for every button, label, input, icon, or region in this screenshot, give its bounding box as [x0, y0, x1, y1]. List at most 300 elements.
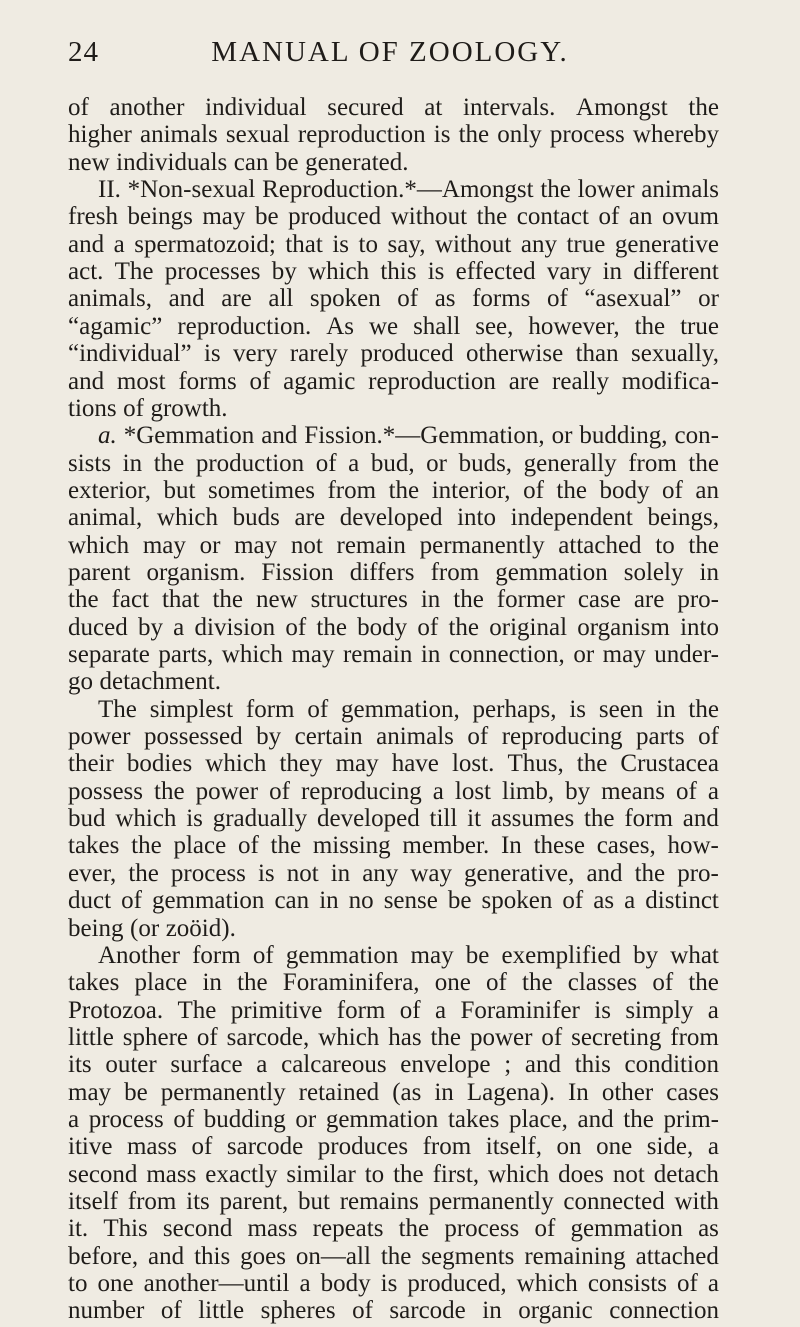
word: In: [567, 1078, 589, 1106]
word: which: [156, 504, 219, 532]
word: the: [476, 203, 508, 231]
word: case: [577, 586, 621, 614]
page-number: 24: [68, 36, 99, 68]
word: consists: [587, 1270, 667, 1298]
word: may: [68, 1078, 112, 1106]
word: to: [364, 1160, 385, 1188]
word: Fission.*—Gemmation,: [304, 422, 545, 450]
word: have: [391, 750, 439, 778]
word: possessed: [143, 723, 243, 751]
word: from: [127, 1188, 177, 1215]
word: reproducing: [501, 723, 623, 751]
word: buds,: [458, 449, 513, 477]
word: than: [575, 340, 619, 368]
word: budding,: [579, 422, 668, 450]
word: (as: [392, 1078, 422, 1106]
word: may: [410, 941, 454, 969]
word: pro-: [677, 586, 719, 614]
word: individuals: [116, 148, 228, 176]
word: by: [565, 777, 591, 805]
word: being: [68, 914, 124, 942]
word: generally: [523, 449, 617, 477]
word: form: [245, 695, 295, 723]
word: a: [707, 1133, 719, 1161]
word: the: [212, 586, 244, 614]
word: secured: [327, 94, 404, 121]
word: of: [352, 1297, 373, 1325]
word: rarely: [289, 340, 349, 368]
word: the: [68, 586, 99, 614]
word: a: [707, 1270, 719, 1298]
word: a: [68, 1105, 80, 1133]
word: but: [163, 476, 196, 504]
word: missing: [312, 832, 391, 860]
word: from: [628, 449, 677, 477]
word: reproduction: [368, 367, 496, 395]
word: place: [173, 832, 227, 860]
word: a: [256, 1051, 268, 1079]
word: takes: [447, 1105, 500, 1133]
word: may: [142, 531, 186, 559]
word: sense: [383, 887, 438, 915]
word: surface: [170, 1051, 243, 1079]
word: means: [601, 777, 666, 805]
word: permanently: [428, 1188, 554, 1215]
word: the: [393, 1160, 424, 1188]
word: one: [596, 1133, 633, 1161]
word: by: [271, 258, 297, 286]
word: condition: [624, 1051, 719, 1079]
word: but: [298, 1188, 330, 1215]
word: of: [173, 1105, 195, 1133]
word: can: [274, 887, 310, 915]
word: second: [162, 1215, 233, 1243]
word: body: [599, 476, 650, 504]
word: form: [336, 996, 386, 1024]
word: of: [269, 777, 290, 805]
word: exactly: [205, 1160, 278, 1188]
word: one: [434, 969, 471, 997]
word: does: [558, 1160, 604, 1188]
word: Fission: [261, 558, 334, 586]
word: its: [186, 1188, 210, 1215]
word: bodies: [126, 750, 193, 778]
word: produced: [288, 203, 382, 231]
word: any: [362, 859, 399, 887]
word: the: [688, 969, 719, 997]
word: parts: [636, 723, 685, 751]
word: spheres: [260, 1297, 336, 1325]
word: separate: [68, 641, 150, 668]
word: which: [318, 1023, 380, 1051]
word: animals: [376, 723, 454, 751]
word: bud,: [370, 449, 415, 477]
word: it: [467, 805, 482, 833]
word: is: [569, 695, 587, 723]
word: another—until: [143, 1270, 290, 1298]
word: produced,: [407, 1270, 507, 1298]
word: perhaps,: [472, 695, 557, 723]
word: in: [420, 641, 441, 668]
word: not: [290, 531, 323, 559]
word: first,: [432, 1160, 480, 1188]
word: by: [137, 613, 163, 641]
word: Lagena).: [466, 1078, 555, 1106]
word: is: [332, 230, 350, 258]
word: on: [556, 1133, 582, 1161]
word: and: [261, 422, 298, 450]
word: place,: [508, 1105, 568, 1133]
word: calcareous: [281, 1051, 387, 1079]
word: reproducing: [300, 777, 422, 805]
word: Amongst: [576, 94, 668, 121]
word: and: [68, 230, 105, 258]
word: solely: [623, 558, 684, 586]
word: before,: [68, 1242, 139, 1270]
word: in: [602, 258, 623, 286]
word: bud: [68, 805, 106, 833]
word: under-: [654, 641, 719, 668]
word: connected: [563, 1188, 665, 1215]
word: all: [268, 285, 294, 313]
word: attached: [558, 531, 642, 559]
word: otherwise: [465, 340, 564, 368]
word: effected: [455, 258, 536, 286]
word: of: [486, 969, 507, 997]
word: the: [522, 969, 553, 997]
word: from: [670, 1023, 719, 1051]
word: into: [457, 504, 496, 532]
word: a: [348, 449, 360, 477]
word: as: [593, 887, 615, 915]
word: which: [115, 805, 177, 833]
word: act.: [68, 258, 104, 286]
word: are: [633, 586, 665, 614]
word: the: [540, 176, 571, 204]
word: new: [256, 586, 298, 614]
word: generative,: [464, 859, 575, 887]
word: in: [482, 1297, 502, 1325]
word: it.: [68, 1215, 89, 1243]
word: of: [237, 832, 259, 860]
word: Protozoa.: [68, 996, 164, 1024]
word: vary: [546, 258, 592, 286]
word: is: [186, 805, 203, 833]
word: the: [131, 832, 162, 860]
word: reproduction: [297, 121, 426, 149]
word: a: [432, 777, 444, 805]
word: or: [573, 641, 595, 668]
word: mass: [247, 1215, 298, 1243]
word: that: [161, 586, 200, 614]
word: of: [191, 1133, 213, 1161]
word: envelope: [400, 1051, 491, 1079]
word: secreting: [571, 1023, 662, 1051]
word: Thus,: [507, 750, 564, 778]
word: This: [103, 1215, 148, 1243]
word: an: [695, 476, 719, 504]
italic-text: a.: [98, 422, 117, 450]
word: agamic: [283, 367, 356, 395]
word: which: [205, 750, 267, 778]
word: other: [601, 1078, 654, 1106]
word: whereby: [632, 121, 719, 149]
word: see,: [475, 312, 514, 340]
word: certain: [294, 723, 363, 751]
word: or: [698, 285, 719, 313]
word: this: [574, 1051, 611, 1079]
word: prim-: [663, 1105, 719, 1133]
word: animals: [140, 121, 218, 149]
word: gemmation: [325, 1105, 439, 1133]
word: permanently: [419, 531, 545, 559]
word: which: [308, 258, 370, 286]
word: The: [98, 695, 137, 723]
word: till: [429, 805, 458, 833]
word: pro-: [677, 859, 719, 887]
word: a: [707, 777, 719, 805]
word: of: [652, 969, 674, 997]
word: intervals.: [463, 94, 556, 121]
word: The: [114, 258, 154, 286]
word: from: [430, 558, 480, 586]
word: this: [380, 258, 417, 286]
word: organic: [518, 1297, 593, 1325]
word: and: [68, 367, 105, 395]
word: simplest: [149, 695, 234, 723]
word: without: [390, 203, 468, 231]
word: this: [194, 1242, 231, 1270]
word: of: [534, 1215, 556, 1243]
word: in: [122, 449, 143, 477]
word: ovum: [662, 203, 719, 231]
word: and: [586, 859, 623, 887]
word: “agamic”: [68, 312, 163, 340]
word: individual: [205, 94, 307, 121]
word: a: [299, 1270, 311, 1298]
word: be: [447, 887, 472, 915]
word: similar: [286, 1160, 356, 1188]
word: go: [68, 668, 93, 696]
word: from: [422, 1133, 472, 1161]
word: no: [348, 887, 374, 915]
word: one: [97, 1270, 134, 1298]
word: segments: [421, 1242, 515, 1270]
word: “asexual”: [584, 285, 682, 313]
word: buds: [232, 504, 280, 532]
word: form: [192, 941, 241, 969]
word: is: [257, 859, 275, 887]
word: any: [520, 230, 557, 258]
word: of: [467, 723, 489, 751]
word: the: [634, 312, 666, 340]
word: on—all: [295, 1242, 371, 1270]
word: be: [465, 941, 490, 969]
word: spermatozoid;: [134, 230, 276, 258]
word: not: [612, 1160, 645, 1188]
word: the: [237, 969, 268, 997]
word: retained: [298, 1078, 380, 1106]
word: of: [123, 394, 144, 422]
word: detachment.: [99, 668, 221, 696]
word: is: [594, 996, 611, 1024]
word: of: [196, 1023, 218, 1051]
word: takes: [68, 969, 120, 997]
word: of: [598, 203, 620, 231]
word: animal,: [68, 504, 143, 532]
word: the: [448, 613, 480, 641]
word: the: [623, 1105, 654, 1133]
word: animals: [641, 176, 719, 204]
word: assumes: [490, 805, 575, 833]
word: the: [388, 476, 420, 504]
word: by: [633, 941, 659, 969]
word: they: [279, 750, 323, 778]
word: lower: [577, 176, 635, 204]
word: parts,: [158, 641, 214, 668]
word: little: [198, 1297, 245, 1325]
word: animals,: [68, 285, 153, 313]
word: itself,: [485, 1133, 542, 1161]
word: is: [427, 258, 445, 286]
word: to: [68, 1270, 88, 1298]
word: exterior,: [68, 476, 151, 504]
word: new: [68, 148, 110, 176]
word: seen: [598, 695, 644, 723]
word: a: [434, 996, 447, 1024]
word: the: [556, 476, 587, 504]
word: what: [670, 941, 719, 969]
word: connection,: [448, 641, 565, 668]
word: how-: [667, 832, 719, 860]
word: of: [562, 887, 584, 915]
word: possess: [68, 777, 144, 805]
word: the: [453, 586, 484, 614]
word: body: [357, 613, 408, 641]
word: connection: [609, 1297, 719, 1325]
word: simply: [625, 996, 694, 1024]
word: reproduction.: [177, 312, 312, 340]
word: beings: [127, 203, 193, 231]
word: spoken: [309, 285, 381, 313]
word: may: [602, 641, 646, 668]
word: form: [624, 805, 673, 833]
word: only: [497, 121, 542, 149]
word: the: [430, 1023, 462, 1051]
word: generated.: [305, 148, 409, 176]
word: the: [634, 859, 666, 887]
word: or: [551, 422, 573, 450]
word: Crustacea: [620, 750, 719, 778]
word: of: [285, 613, 307, 641]
word: and: [168, 285, 205, 313]
word: a: [113, 230, 125, 258]
word: without: [434, 230, 512, 258]
word: at: [424, 94, 443, 121]
word: itive: [68, 1133, 113, 1161]
word: the: [583, 805, 615, 833]
word: true: [566, 230, 606, 258]
word: remains: [339, 1188, 419, 1215]
word: not: [286, 859, 319, 887]
word: the: [398, 1215, 430, 1243]
word: of: [541, 1023, 563, 1051]
word: most: [116, 367, 166, 395]
word: gemmation: [151, 887, 265, 915]
word: developed: [339, 504, 443, 532]
word: of: [399, 996, 421, 1024]
word: goes: [240, 1242, 286, 1270]
word: true: [680, 312, 719, 340]
word: permanently: [160, 1078, 286, 1106]
word: can: [233, 148, 269, 176]
word: second: [68, 1160, 138, 1188]
word: or: [426, 449, 447, 477]
word: repeats: [312, 1215, 384, 1243]
word: these: [533, 832, 585, 860]
word: sarcode,: [226, 1023, 310, 1051]
word: budding: [203, 1105, 286, 1133]
word: gradually: [212, 805, 308, 833]
word: and: [148, 1242, 185, 1270]
word: the: [153, 449, 185, 477]
word: the: [380, 1242, 412, 1270]
word: are: [294, 504, 326, 532]
running-title: MANUAL OF ZOOLOGY.: [211, 36, 569, 68]
word: original: [489, 613, 568, 641]
word: of: [307, 695, 329, 723]
word: generative: [614, 230, 719, 258]
word: is: [203, 340, 221, 368]
word: sists: [68, 449, 112, 477]
word: gemmation: [495, 558, 608, 586]
word: the: [154, 777, 185, 805]
word: duced: [68, 613, 128, 641]
word: in: [434, 1078, 454, 1106]
word: the: [688, 449, 719, 477]
word: of: [249, 367, 271, 395]
word: in: [330, 859, 351, 887]
word: in: [699, 558, 719, 586]
word: the: [316, 613, 347, 641]
word: fresh: [68, 203, 118, 231]
page-header: [68, 36, 712, 76]
word: gemmation,: [340, 695, 460, 723]
word: forms: [472, 285, 531, 313]
word: be: [274, 148, 299, 176]
word: gemmation: [570, 1215, 683, 1243]
word: process: [549, 121, 625, 149]
word: distinct: [645, 887, 719, 915]
word: or: [295, 1105, 317, 1133]
word: zoöid).: [165, 914, 236, 942]
word: of: [121, 887, 142, 915]
word: division: [194, 613, 276, 641]
word: is: [380, 1270, 398, 1298]
word: that: [285, 230, 323, 258]
word: of: [523, 476, 544, 504]
word: its: [68, 1051, 92, 1079]
word: Foraminifer: [460, 996, 580, 1024]
word: may: [291, 641, 335, 668]
word: independent: [510, 504, 633, 532]
word: of: [676, 777, 697, 805]
word: remaining: [524, 1242, 626, 1270]
word: attached: [635, 1242, 719, 1270]
word: another: [109, 94, 185, 121]
word: in: [656, 695, 676, 723]
word: process: [170, 859, 246, 887]
